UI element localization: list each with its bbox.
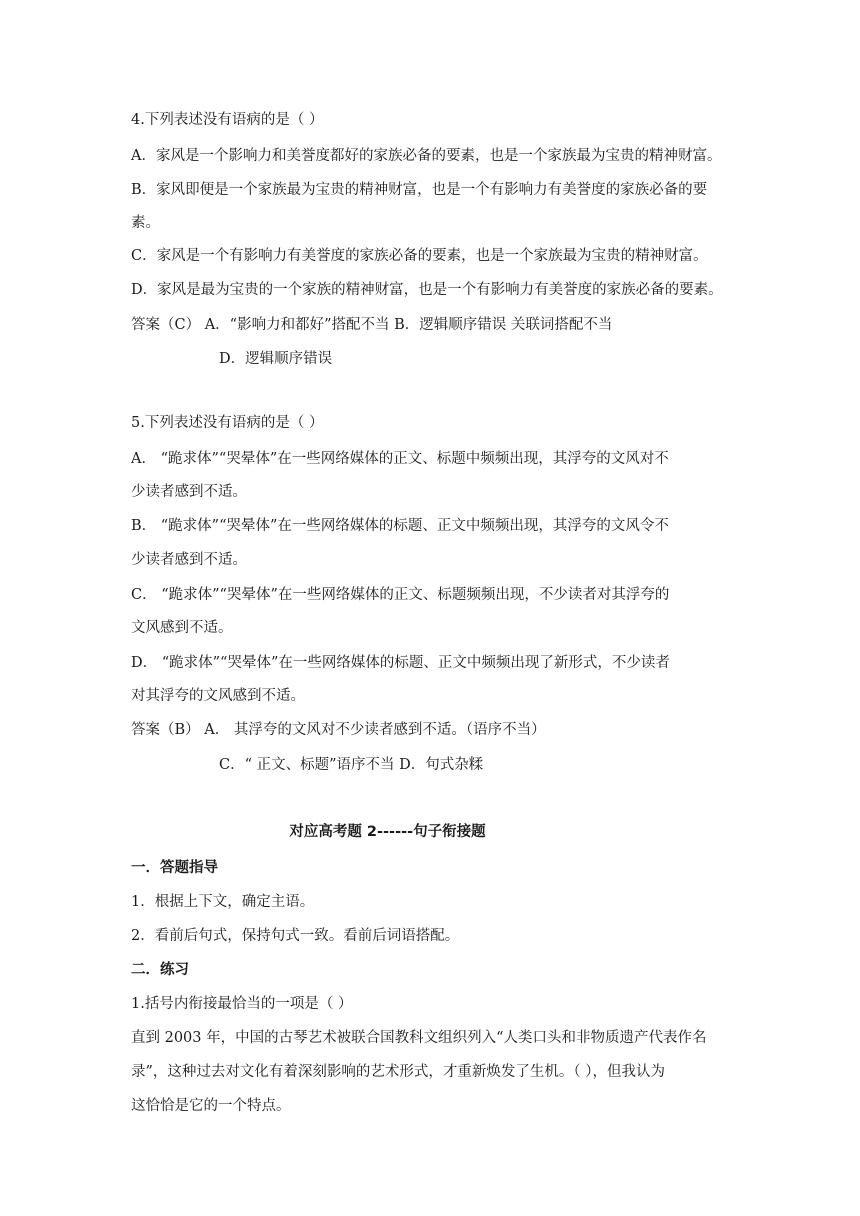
exercise-1-paragraph-line3: 这恰恰是它的一个特点。 — [131, 1098, 291, 1114]
q5-option-d-line2: 对其浮夸的文风感到不适。 — [131, 688, 305, 704]
q4-stem: 4.下列表述没有语病的是（ ） — [131, 112, 324, 128]
exercise-1-paragraph-line2: 录”，这种过去对文化有着深刻影响的艺术形式，才重新焕发了生机。（ ），但我认为 — [131, 1064, 666, 1080]
part-2-heading: 二．练习 — [131, 962, 189, 978]
q4-answer-line2: D．逻辑顺序错误 — [219, 351, 333, 367]
q5-stem: 5.下列表述没有语病的是（ ） — [131, 415, 324, 431]
q4-option-a: A．家风是一个影响力和美誉度都好的家族必备的要素，也是一个家族最为宝贵的精神财富。 — [131, 148, 722, 164]
q4-option-b-line1: B．家风即便是一个家族最为宝贵的精神财富，也是一个有影响力有美誉度的家族必备的要 — [131, 182, 708, 198]
section-title: 对应高考题 2------句子衔接题 — [289, 824, 486, 840]
tip-1: 1．根据上下文，确定主语。 — [131, 894, 315, 910]
q5-option-c-line1: C． “跪求体”“哭晕体”在一些网络媒体的正文、标题频频出现，不少读者对其浮夸的 — [131, 587, 670, 603]
exercise-1-stem: 1.括号内衔接最恰当的一项是（ ） — [131, 996, 353, 1012]
tip-2: 2．看前后句式，保持句式一致。看前后词语搭配。 — [131, 928, 460, 944]
q5-option-a-line2: 少读者感到不适。 — [131, 484, 247, 500]
q4-answer-line1: 答案（C） A．“影响力和都好”搭配不当 B．逻辑顺序错误 关联词搭配不当 — [131, 317, 613, 333]
q4-option-c: C．家风是一个有影响力有美誉度的家族必备的要素，也是一个家族最为宝贵的精神财富。 — [131, 248, 708, 264]
q4-option-d: D．家风是最为宝贵的一个家族的精神财富，也是一个有影响力有美誉度的家族必备的要素。 — [131, 282, 723, 298]
part-1-heading: 一．答题指导 — [131, 860, 218, 876]
q5-option-b-line1: B． “跪求体”“哭晕体”在一些网络媒体的标题、正文中频频出现，其浮夸的文风令不 — [131, 518, 669, 534]
q5-option-c-line2: 文风感到不适。 — [131, 620, 233, 636]
q5-answer-line1: 答案（B） A． 其浮夸的文风对不少读者感到不适。（语序不当） — [131, 722, 546, 738]
exercise-1-paragraph-line1: 直到 2003 年，中国的古琴艺术被联合国教科文组织列入“人类口头和非物质遗产代表作名 — [131, 1030, 707, 1046]
q5-option-a-line1: A． “跪求体”“哭晕体”在一些网络媒体的正文、标题中频频出现，其浮夸的文风对不 — [131, 451, 669, 467]
q5-answer-line2: C．“ 正文、标题”语序不当 D．句式杂糅 — [219, 757, 484, 773]
q5-option-d-line1: D． “跪求体”“哭晕体”在一些网络媒体的标题、正文中频频出现了新形式，不少读者 — [131, 655, 670, 671]
q4-option-b-line2: 素。 — [131, 215, 160, 231]
q5-option-b-line2: 少读者感到不适。 — [131, 552, 247, 568]
